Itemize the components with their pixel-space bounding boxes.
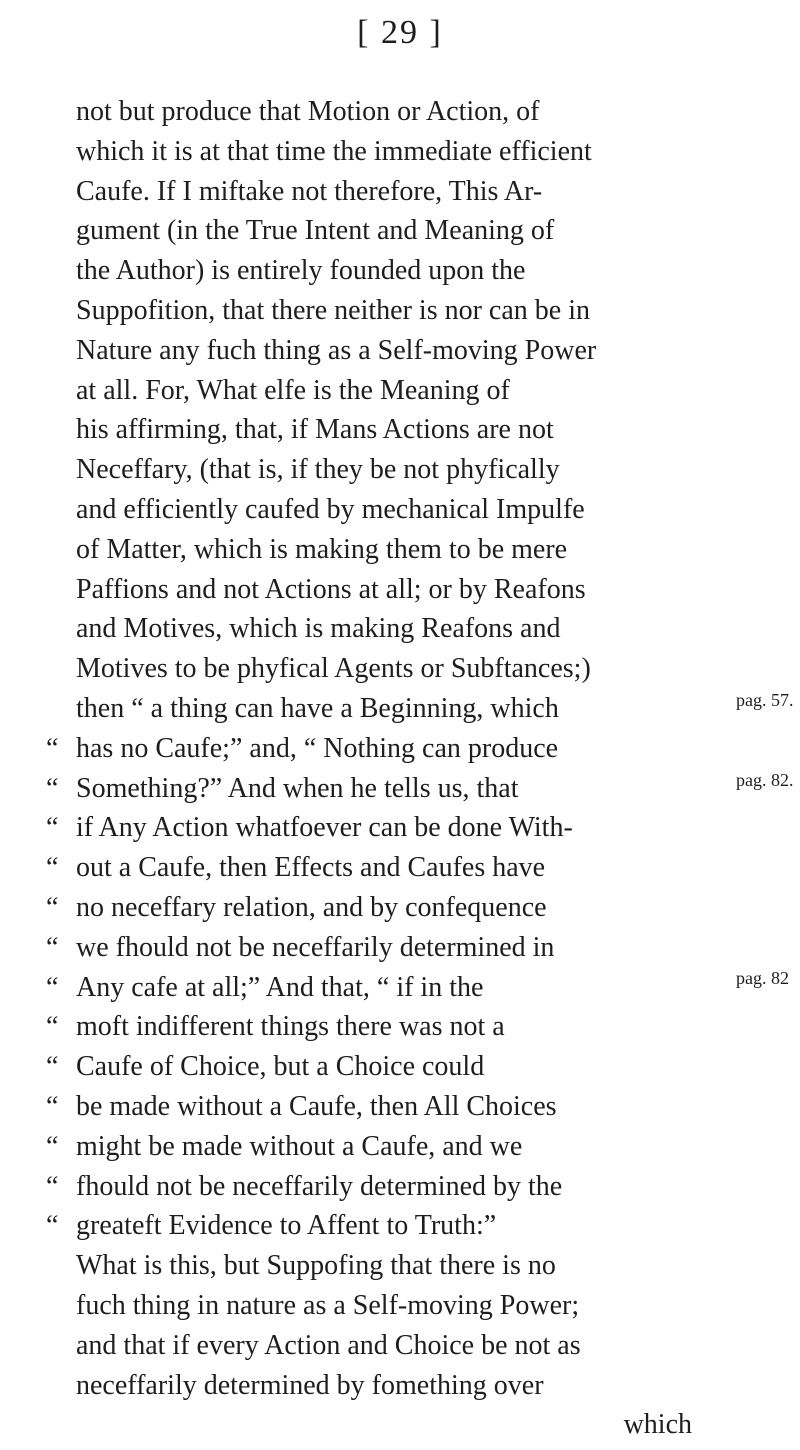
text-line bbox=[46, 1167, 736, 1207]
line-text: Caufe. If I miftake not therefore, This Ar- bbox=[76, 175, 543, 207]
text-line bbox=[46, 928, 736, 968]
catchword: which bbox=[623, 1409, 692, 1441]
line-quote-mark: “ bbox=[46, 812, 59, 844]
line-quote-mark: “ bbox=[46, 732, 59, 764]
line-text: and that if every Action and Choice be not as bbox=[76, 1329, 581, 1361]
text-line bbox=[46, 490, 736, 530]
line-text: if Any Action whatfoever can be done With- bbox=[76, 812, 573, 844]
text-line bbox=[46, 92, 736, 132]
line-quote-mark: “ bbox=[46, 971, 59, 1003]
text-line bbox=[46, 1366, 736, 1406]
line-text: fhould not be neceffarily determined by the bbox=[76, 1170, 563, 1202]
line-text: at all. For, What elfe is the Meaning of bbox=[76, 374, 510, 406]
line-text: then “ a thing can have a Beginning, which bbox=[76, 692, 559, 724]
text-line bbox=[46, 450, 736, 490]
margin-note-pag-82-first: pag. 82. bbox=[736, 770, 794, 790]
margin-note-pag-82-second: pag. 82 bbox=[736, 968, 789, 988]
line-text: we fhould not be neceffarily determined in bbox=[76, 931, 555, 963]
line-quote-mark: “ bbox=[46, 891, 59, 923]
text-line bbox=[46, 251, 736, 291]
text-line bbox=[46, 968, 736, 1008]
line-quote-mark: “ bbox=[46, 1051, 59, 1083]
text-line bbox=[46, 331, 736, 371]
text-line bbox=[46, 1087, 736, 1127]
line-text: of Matter, which is making them to be mere bbox=[76, 533, 568, 565]
text-line bbox=[46, 729, 736, 769]
margin-note-pag-57: pag. 57. bbox=[736, 690, 794, 710]
catchword-line bbox=[46, 1405, 736, 1445]
line-text: Any cafe at all;” And that, “ if in the bbox=[76, 971, 484, 1003]
line-text: and Motives, which is making Reafons and bbox=[76, 613, 561, 645]
text-line bbox=[46, 530, 736, 570]
text-line bbox=[46, 689, 736, 729]
line-quote-mark: “ bbox=[46, 1011, 59, 1043]
line-text: the Author) is entirely founded upon the bbox=[76, 255, 526, 287]
text-line bbox=[46, 1007, 736, 1047]
text-line bbox=[46, 1127, 736, 1167]
text-line bbox=[46, 1206, 736, 1246]
text-line bbox=[46, 132, 736, 172]
line-text: Nature any fuch thing as a Self-moving Power bbox=[76, 334, 597, 366]
line-text: greateft Evidence to Affent to Truth:” bbox=[76, 1210, 497, 1242]
line-text: What is this, but Suppofing that there is no bbox=[76, 1250, 556, 1282]
line-text: Paffions and not Actions at all; or by Reafons bbox=[76, 573, 586, 605]
text-line bbox=[46, 769, 736, 809]
line-quote-mark: “ bbox=[46, 1170, 59, 1202]
line-text: not but produce that Motion or Action, of bbox=[76, 96, 540, 127]
line-quote-mark: “ bbox=[46, 852, 59, 884]
line-text: moft indifferent things there was not a bbox=[76, 1011, 505, 1043]
line-quote-mark: “ bbox=[46, 772, 59, 804]
line-text: gument (in the True Intent and Meaning of bbox=[76, 215, 555, 247]
text-line bbox=[46, 410, 736, 450]
line-quote-mark: “ bbox=[46, 1130, 59, 1162]
line-text: be made without a Caufe, then All Choices bbox=[76, 1090, 557, 1122]
line-text: fuch thing in nature as a Self-moving Power; bbox=[76, 1289, 580, 1321]
line-text: Motives to be phyfical Agents or Subftances;) bbox=[76, 653, 591, 685]
line-text: his affirming, that, if Mans Actions are not bbox=[76, 414, 554, 446]
line-quote-mark: “ bbox=[46, 1090, 59, 1122]
line-text: no neceffary relation, and by confequence bbox=[76, 891, 547, 923]
text-line bbox=[46, 1286, 736, 1326]
text-line bbox=[46, 649, 736, 689]
text-line bbox=[46, 211, 736, 251]
line-text: has no Caufe;” and, “ Nothing can produce bbox=[76, 732, 559, 764]
line-text: Suppofition, that there neither is nor can be in bbox=[76, 294, 590, 326]
text-line bbox=[46, 1047, 736, 1087]
text-line bbox=[46, 609, 736, 649]
text-line bbox=[46, 1246, 736, 1286]
body-text bbox=[46, 92, 736, 1445]
line-text: neceffarily determined by fomething over bbox=[76, 1369, 544, 1401]
text-line bbox=[46, 848, 736, 888]
text-line bbox=[46, 172, 736, 212]
text-line bbox=[46, 570, 736, 610]
line-text: Something?” And when he tells us, that bbox=[76, 772, 519, 804]
line-text: out a Caufe, then Effects and Caufes have bbox=[76, 852, 546, 884]
line-text: Neceffary, (that is, if they be not phyfically bbox=[76, 454, 560, 486]
text-line bbox=[46, 808, 736, 848]
line-text: and efficiently caufed by mechanical Impulfe bbox=[76, 493, 585, 525]
line-text: might be made without a Caufe, and we bbox=[76, 1130, 523, 1162]
text-line bbox=[46, 291, 736, 331]
page-number-header: [ 29 ] bbox=[357, 14, 443, 51]
text-line bbox=[46, 371, 736, 411]
line-quote-mark: “ bbox=[46, 1210, 59, 1242]
text-line bbox=[46, 888, 736, 928]
text-line bbox=[46, 1326, 736, 1366]
line-text: which it is at that time the immediate efficient bbox=[76, 135, 592, 167]
line-text: Caufe of Choice, but a Choice could bbox=[76, 1051, 485, 1083]
line-quote-mark: “ bbox=[46, 931, 59, 963]
